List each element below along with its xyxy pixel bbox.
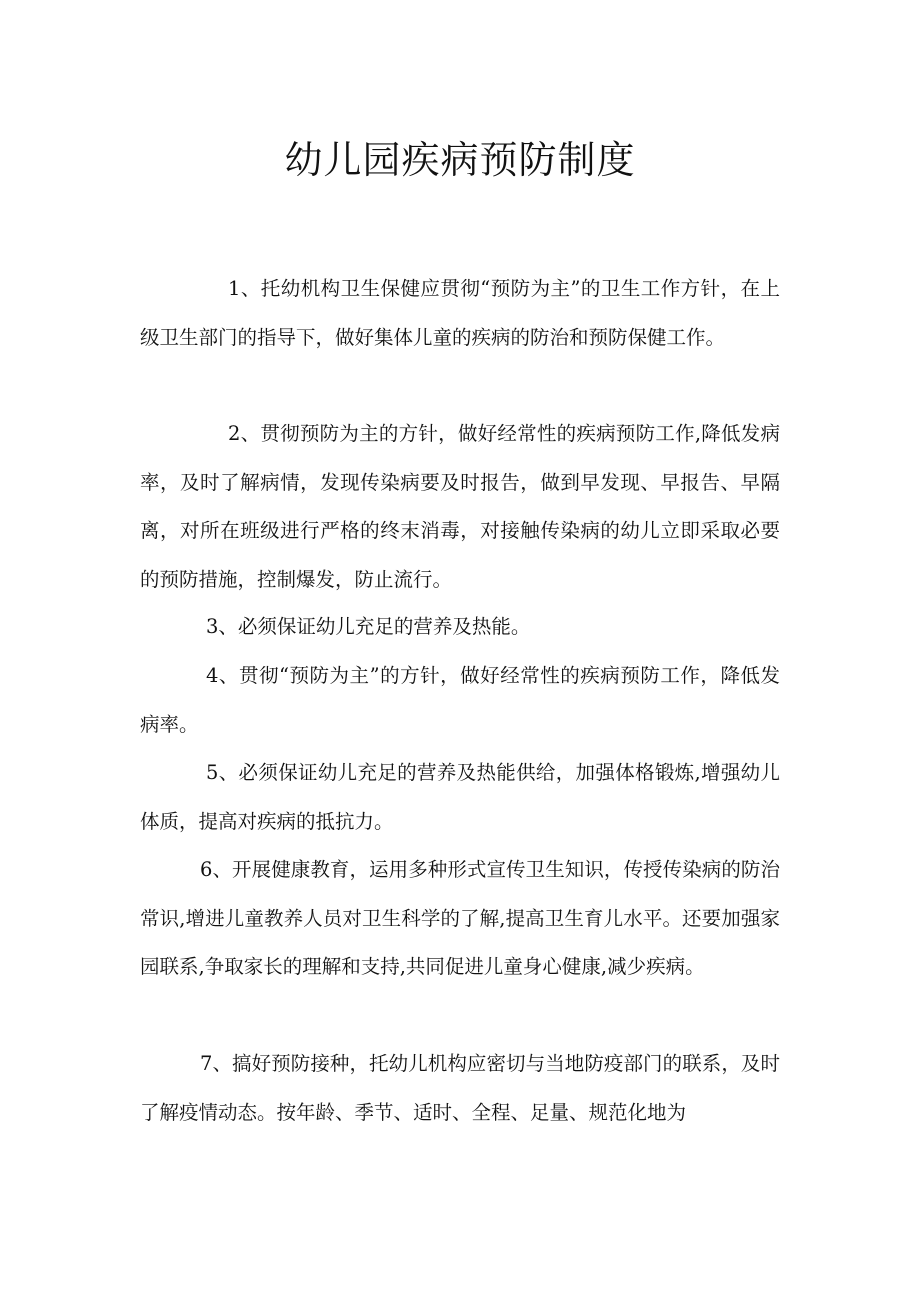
paragraph-7: 7、搞好预防接种，托幼儿机构应密切与当地防疫部门的联系，及时了解疫情动态。按年龄、季节、适时、全程、足量、规范化地为	[140, 1052, 780, 1124]
paragraph-2: 2、贯彻预防为主的方针，做好经常性的疾病预防工作,降低发病率，及时了解病情，发现传染病要及时报告，做到早发现、早报告、早隔离，对所在班级进行严格的终末消毒，对接触传染病的幼儿立即采取必要的预防措施，控制爆发，防止流行。	[140, 422, 780, 591]
paragraph-1: 1、托幼机构卫生保健应贯彻“预防为主”的卫生工作方针，在上级卫生部门的指导下，做好集体儿童的疾病的防治和预防保健工作。	[140, 277, 780, 349]
paragraph-5: 5、必须保证幼儿充足的营养及热能供给，加强体格锻炼,增强幼儿体质，提高对疾病的抵抗力。	[140, 761, 780, 833]
document-title: 幼儿园疾病预防制度	[284, 138, 636, 182]
paragraph-6: 6、开展健康教育，运用多种形式宣传卫生知识，传授传染病的防治常识,增进儿童教养人员对卫生科学的了解,提高卫生育儿水平。还要加强家园联系,争取家长的理解和支持,共同促进儿童身心健康,减少疾病。	[140, 858, 780, 978]
paragraph-4: 4、贯彻“预防为主”的方针，做好经常性的疾病预防工作，降低发病率。	[140, 664, 780, 736]
paragraph-3: 3、必须保证幼儿充足的营养及热能。	[206, 615, 531, 638]
